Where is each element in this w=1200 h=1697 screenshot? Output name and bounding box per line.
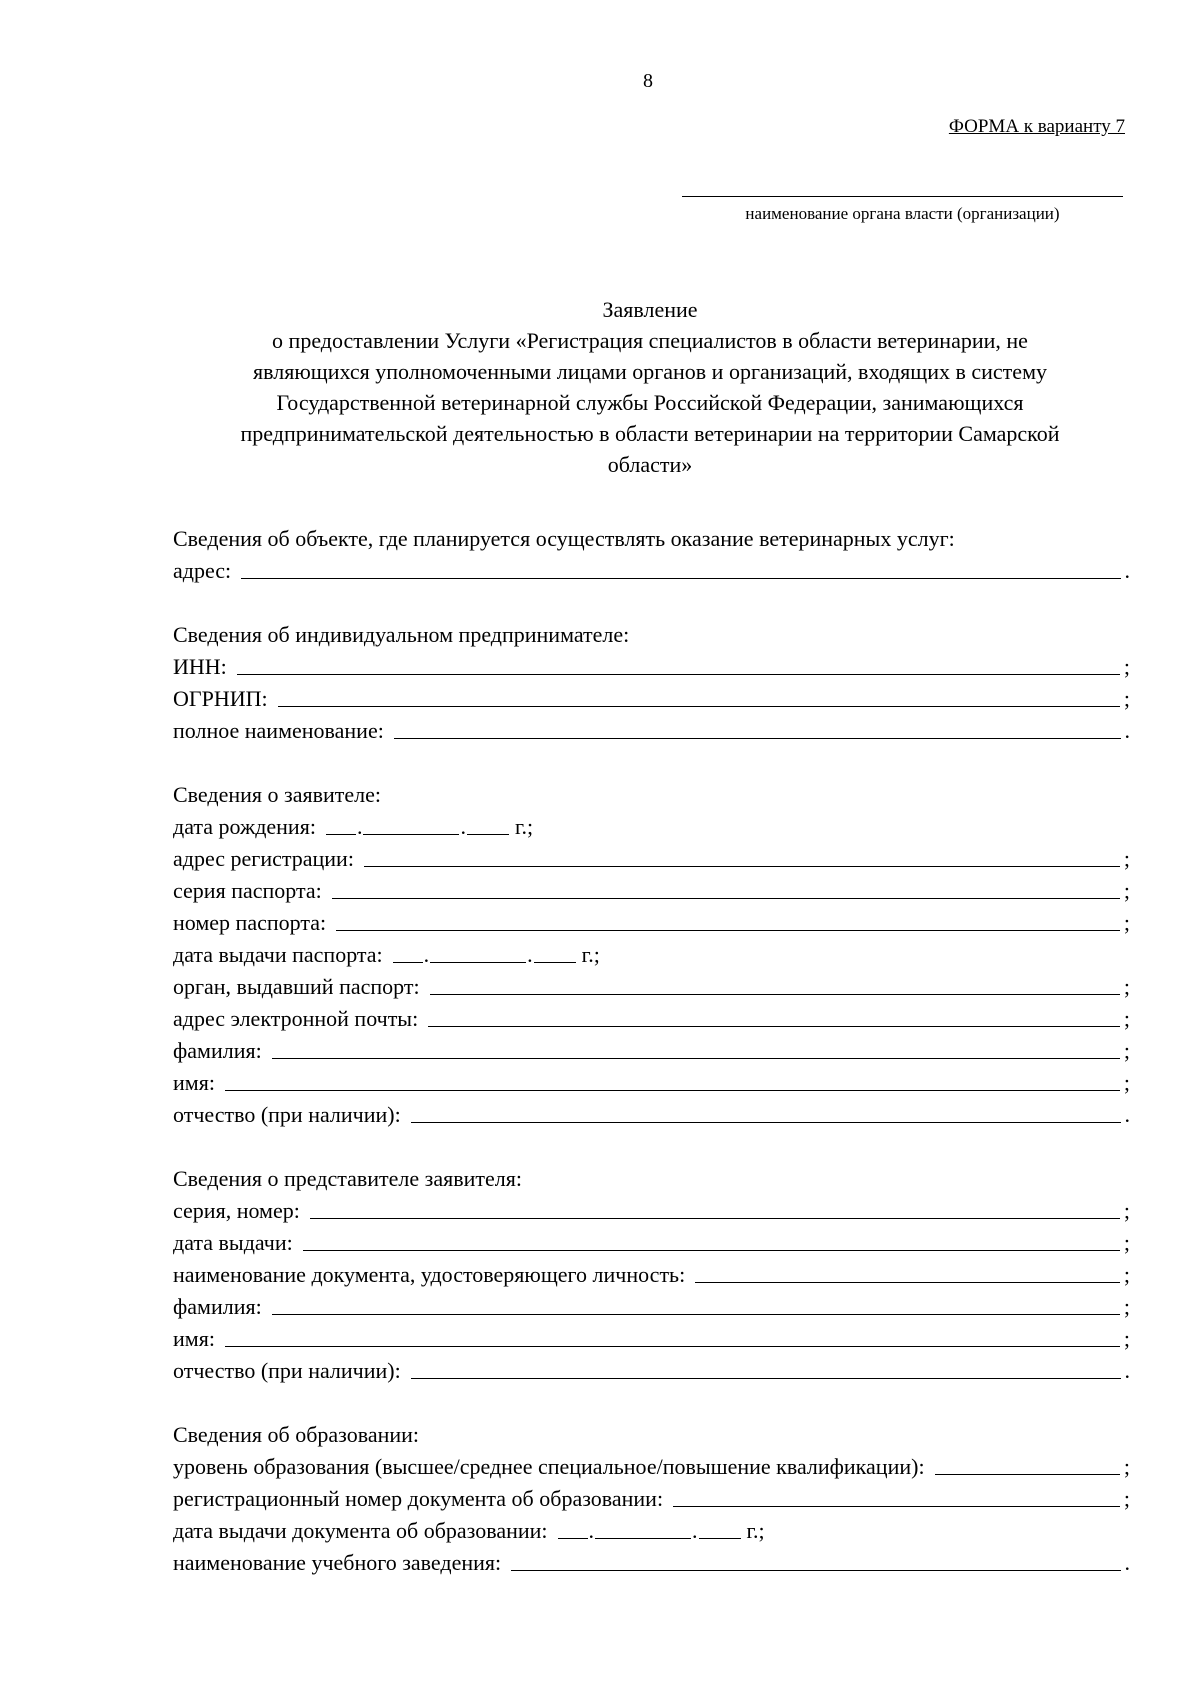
education-issue-date-field[interactable]: . . [558, 1515, 741, 1547]
ogrnip-field[interactable] [278, 705, 1120, 707]
field-label: дата выдачи документа об образовании: [173, 1518, 548, 1543]
rep-name-field[interactable] [225, 1345, 1120, 1347]
heading-text: Сведения о представителе заявителя: [173, 1166, 522, 1191]
day-blank[interactable] [558, 1537, 588, 1539]
page-number: 8 [643, 70, 653, 92]
field-label: дата рождения: [173, 814, 316, 839]
end-punct: . [1124, 1358, 1130, 1383]
heading-text: Сведения об индивидуальном предпринимателе: [173, 622, 630, 647]
end-punct: ; [1123, 846, 1130, 871]
education-reg-number-row [173, 1483, 1130, 1515]
field-label: орган, выдавший паспорт: [173, 974, 420, 999]
reg-address-row [173, 843, 1130, 875]
field-label: ИНН: [173, 654, 227, 679]
end-punct: ; [1123, 1486, 1130, 1511]
month-blank[interactable] [363, 833, 459, 835]
form-variant-label: ФОРМА к варианту 7 [948, 116, 1125, 137]
form-fields [173, 523, 1130, 1579]
applicant-patronymic-row [173, 1099, 1130, 1131]
passport-series-field[interactable] [332, 897, 1120, 899]
section-heading-applicant [173, 779, 1130, 811]
end-punct: ; [1123, 1038, 1130, 1063]
field-label: номер паспорта: [173, 910, 327, 935]
subtitle-line: области» [607, 452, 693, 477]
document-title-block [180, 294, 1120, 480]
passport-issuer-row [173, 971, 1130, 1003]
document-title: Заявление [602, 297, 698, 322]
birth-date-row [173, 811, 1130, 843]
end-punct: ; [1123, 1230, 1130, 1255]
org-caption: наименование органа власти (организации) [745, 204, 1060, 223]
subtitle-line: Государственной ветеринарной службы Российской Федерации, занимающихся [276, 390, 1024, 415]
rep-patronymic-field[interactable] [411, 1377, 1121, 1379]
field-label: имя: [173, 1326, 215, 1351]
birth-date-field[interactable]: . . [326, 811, 509, 843]
passport-issuer-field[interactable] [430, 993, 1120, 995]
field-label: дата выдачи: [173, 1230, 293, 1255]
end-punct: ; [1123, 878, 1130, 903]
passport-issue-date-field[interactable]: . . [393, 939, 576, 971]
applicant-surname-field[interactable] [272, 1057, 1120, 1059]
applicant-name-row [173, 1067, 1130, 1099]
education-reg-number-field[interactable] [673, 1505, 1120, 1507]
field-label: уровень образования (высшее/среднее специальное/повышение квалификации): [173, 1454, 925, 1479]
field-label: адрес: [173, 558, 232, 583]
end-punct: . [1124, 1102, 1130, 1127]
end-punct: . [1124, 558, 1130, 583]
year-suffix: г.; [514, 814, 534, 839]
passport-issue-date-row [173, 939, 1130, 971]
day-blank[interactable] [326, 833, 356, 835]
field-label: дата выдачи паспорта: [173, 942, 383, 967]
rep-series-number-field[interactable] [310, 1217, 1120, 1219]
year-blank[interactable] [699, 1537, 741, 1539]
email-field[interactable] [428, 1025, 1120, 1027]
year-blank[interactable] [534, 961, 576, 963]
end-punct: ; [1123, 1454, 1130, 1479]
year-suffix: г.; [581, 942, 600, 967]
ogrnip-row [173, 683, 1130, 715]
month-blank[interactable] [595, 1537, 691, 1539]
end-punct: . [1124, 718, 1130, 743]
passport-series-row [173, 875, 1130, 907]
end-punct: ; [1123, 686, 1130, 711]
subtitle-line: о предоставлении Услуги «Регистрация специалистов в области ветеринарии, не [272, 328, 1028, 353]
field-label: серия паспорта: [173, 878, 322, 903]
end-punct: ; [1123, 1262, 1130, 1287]
education-issue-date-row [173, 1515, 1130, 1547]
rep-surname-field[interactable] [272, 1313, 1120, 1315]
rep-id-document-field[interactable] [695, 1281, 1120, 1283]
year-suffix: г.; [746, 1518, 765, 1543]
field-label: фамилия: [173, 1038, 262, 1063]
education-institution-row [173, 1547, 1130, 1579]
heading-text: Сведения об образовании: [173, 1422, 420, 1447]
end-punct: ; [1123, 1198, 1130, 1223]
field-label: наименование документа, удостоверяющего личность: [173, 1262, 686, 1287]
heading-text: Сведения об объекте, где планируется осуществлять оказание ветеринарных услуг: [173, 526, 955, 551]
heading-text: Сведения о заявителе: [173, 782, 382, 807]
month-blank[interactable] [430, 961, 526, 963]
passport-number-field[interactable] [336, 929, 1120, 931]
field-label: фамилия: [173, 1294, 262, 1319]
subtitle-line: являющихся уполномоченными лицами органов и организаций, входящих в систему [253, 359, 1047, 384]
field-label: наименование учебного заведения: [173, 1550, 502, 1575]
field-label: отчество (при наличии): [173, 1358, 401, 1383]
reg-address-field[interactable] [364, 865, 1120, 867]
field-label: адрес электронной почты: [173, 1006, 419, 1031]
rep-name-row [173, 1323, 1130, 1355]
field-label: имя: [173, 1070, 215, 1095]
object-address-field[interactable] [241, 577, 1120, 579]
applicant-patronymic-field[interactable] [411, 1121, 1121, 1123]
applicant-name-field[interactable] [225, 1089, 1120, 1091]
field-label: ОГРНИП: [173, 686, 268, 711]
object-address-row [173, 555, 1130, 587]
full-name-row [173, 715, 1130, 747]
end-punct: ; [1123, 654, 1130, 679]
rep-id-document-row [173, 1259, 1130, 1291]
rep-patronymic-row [173, 1355, 1130, 1387]
full-name-field[interactable] [394, 737, 1121, 739]
end-punct: ; [1123, 1294, 1130, 1319]
email-row [173, 1003, 1130, 1035]
end-punct: ; [1123, 910, 1130, 935]
rep-issue-date-row [173, 1227, 1130, 1259]
section-heading-education [173, 1419, 1130, 1451]
inn-field[interactable] [237, 673, 1120, 675]
end-punct: ; [1123, 974, 1130, 999]
day-blank[interactable] [393, 961, 423, 963]
field-label: отчество (при наличии): [173, 1102, 401, 1127]
rep-series-number-row [173, 1195, 1130, 1227]
applicant-surname-row [173, 1035, 1130, 1067]
rep-surname-row [173, 1291, 1130, 1323]
field-label: адрес регистрации: [173, 846, 354, 871]
education-level-row [173, 1451, 1130, 1483]
end-punct: ; [1123, 1006, 1130, 1031]
passport-number-row [173, 907, 1130, 939]
year-blank[interactable] [467, 833, 509, 835]
end-punct: ; [1123, 1326, 1130, 1351]
education-institution-field[interactable] [511, 1569, 1120, 1571]
field-label: серия, номер: [173, 1198, 300, 1223]
inn-row [173, 651, 1130, 683]
section-heading-representative [173, 1163, 1130, 1195]
end-punct: ; [1123, 1070, 1130, 1095]
section-heading-entrepreneur [173, 619, 1130, 651]
subtitle-line: предпринимательской деятельностью в области ветеринарии на территории Самарской [240, 421, 1060, 446]
education-level-field[interactable] [935, 1473, 1120, 1475]
org-name-field[interactable] [682, 196, 1123, 197]
rep-issue-date-field[interactable] [303, 1249, 1120, 1251]
field-label: полное наименование: [173, 718, 384, 743]
field-label: регистрационный номер документа об образовании: [173, 1486, 664, 1511]
end-punct: . [1124, 1550, 1130, 1575]
section-heading-object [173, 523, 1130, 555]
